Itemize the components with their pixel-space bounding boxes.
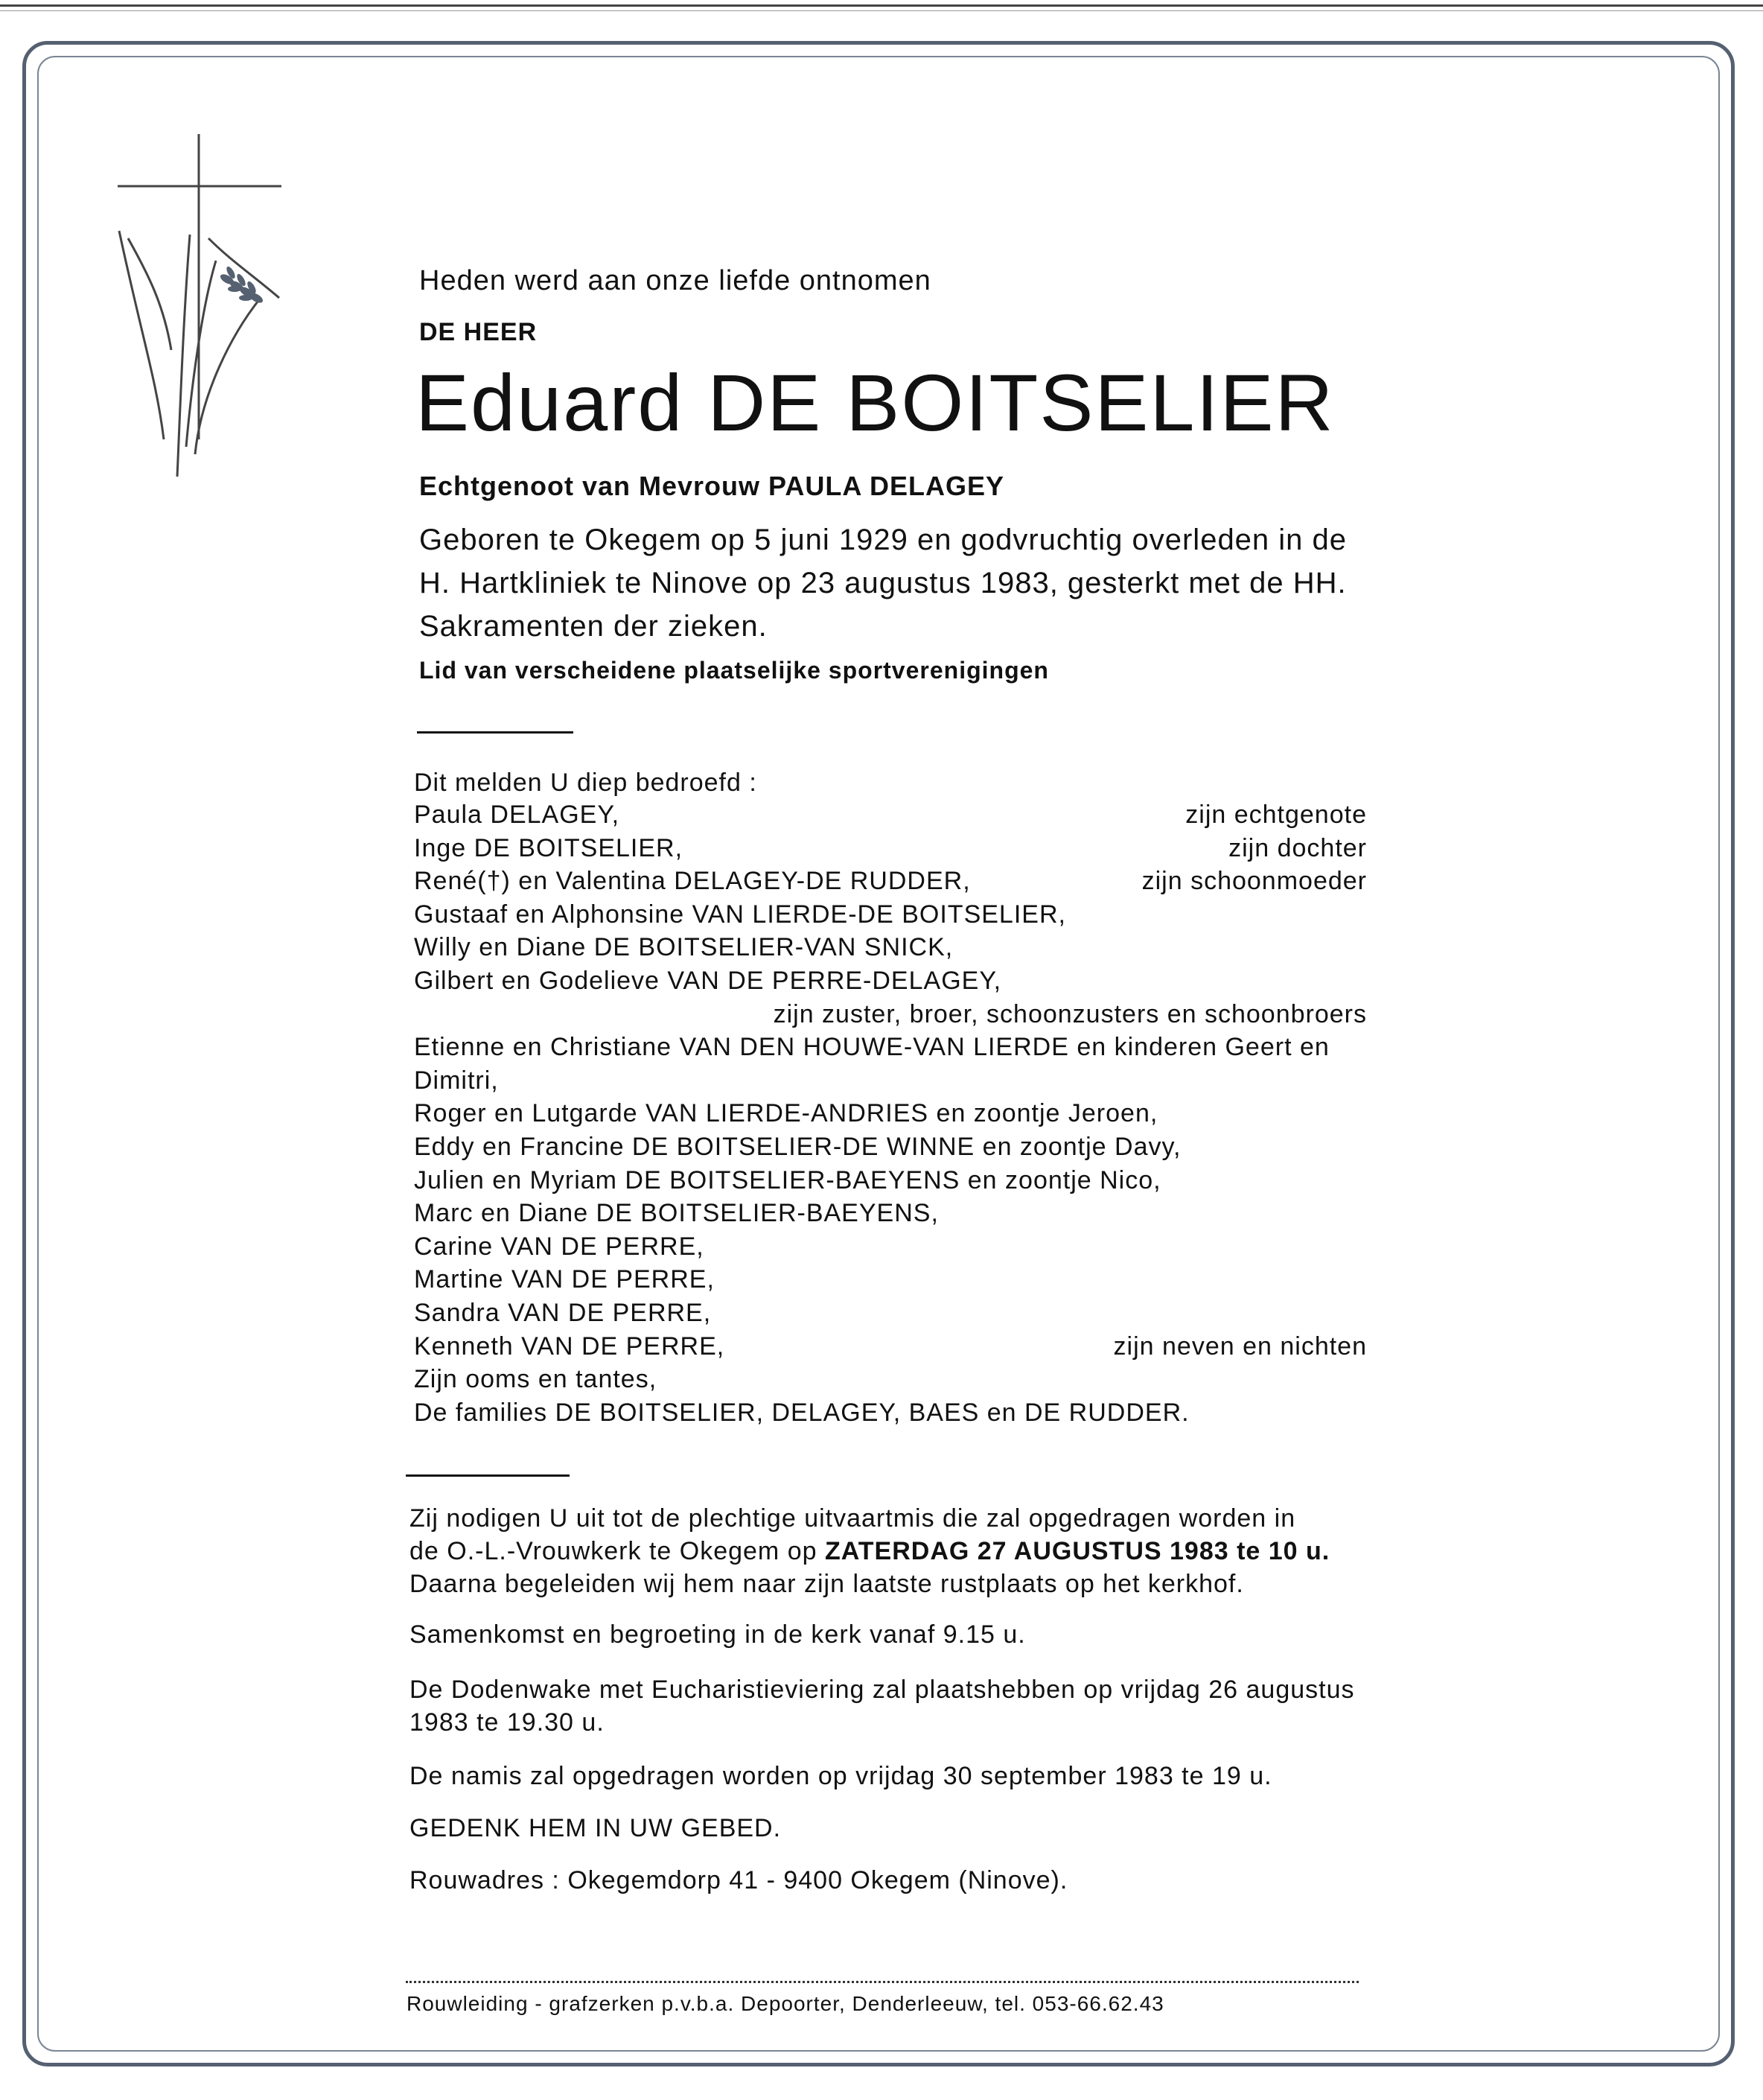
mass-line-2-text: de O.-L.-Vrouwkerk te Okegem op	[409, 1537, 825, 1565]
birth-line-3: Sakramenten der zieken.	[419, 610, 768, 643]
footer-dotted-rule	[406, 1981, 1359, 1983]
aftermass-line: De namis zal opgedragen worden op vrijdag 30 september 1983 te 19 u.	[409, 1762, 1272, 1790]
wake-line-2: 1983 te 19.30 u.	[409, 1708, 605, 1737]
wake-line-1: De Dodenwake met Eucharistieviering zal plaatshebben op vrijdag 26 augustus	[409, 1676, 1355, 1704]
family-member-line: Roger en Lutgarde VAN LIERDE-ANDRIES en zoontje Jeroen,	[414, 1099, 1158, 1127]
family-member-line: Julien en Myriam DE BOITSELIER-BAEYENS en zoontje Nico,	[414, 1166, 1161, 1194]
family-relation-label: zijn schoonmoeder	[1141, 867, 1367, 895]
family-relation-label: zijn zuster, broer, schoonzusters en schoonbroers	[773, 1000, 1367, 1028]
family-member-line: Zijn ooms en tantes,	[414, 1365, 657, 1393]
gathering-line: Samenkomst en begroeting in de kerk vanaf 9.15 u.	[409, 1620, 1026, 1649]
spouse-line: Echtgenoot van Mevrouw PAULA DELAGEY	[419, 471, 1005, 501]
family-relation-label: zijn neven en nichten	[1113, 1332, 1367, 1361]
mass-line-3: Daarna begeleiden wij hem naar zijn laatste rustplaats op het kerkhof.	[409, 1570, 1244, 1598]
remember-line: GEDENK HEM IN UW GEBED.	[409, 1814, 782, 1842]
family-relation-label: zijn dochter	[1228, 834, 1367, 862]
family-member-line: Sandra VAN DE PERRE,	[414, 1299, 712, 1327]
family-relation-label: zijn echtgenote	[1185, 801, 1367, 829]
cross-wheat-icon	[112, 127, 290, 484]
section-divider	[417, 731, 573, 734]
intro-line: Heden werd aan onze liefde ontnomen	[419, 265, 931, 296]
family-member-line: Carine VAN DE PERRE,	[414, 1232, 704, 1261]
honorific-title: DE HEER	[419, 318, 538, 346]
family-member-line: Eddy en Francine DE BOITSELIER-DE WINNE en zoontje Davy,	[414, 1133, 1182, 1161]
family-member-line: Marc en Diane DE BOITSELIER-BAEYENS,	[414, 1199, 939, 1227]
family-member-line: Dimitri,	[414, 1066, 499, 1095]
family-member-line: René(†) en Valentina DELAGEY-DE RUDDER,	[414, 867, 971, 895]
family-intro: Dit melden U diep bedroefd :	[414, 769, 757, 797]
family-member-line: Paula DELAGEY,	[414, 801, 620, 829]
family-member-line: Gilbert en Godelieve VAN DE PERRE-DELAGEY,	[414, 967, 1002, 995]
deceased-name: Eduard DE BOITSELIER	[415, 357, 1335, 448]
family-member-line: Gustaaf en Alphonsine VAN LIERDE-DE BOITSELIER,	[414, 900, 1066, 929]
mass-line-2	[409, 1537, 1330, 1566]
section-divider-2	[406, 1474, 570, 1477]
address-line: Rouwadres : Okegemdorp 41 - 9400 Okegem (Ninove).	[409, 1866, 1068, 1894]
family-member-line: Willy en Diane DE BOITSELIER-VAN SNICK,	[414, 933, 954, 961]
family-member-line: Martine VAN DE PERRE,	[414, 1265, 715, 1294]
birth-line-2: H. Hartkliniek te Ninove op 23 augustus 1983, gesterkt met de HH.	[419, 567, 1347, 599]
undertaker-footer: Rouwleiding - grafzerken p.v.b.a. Depoorter, Denderleeuw, tel. 053-66.62.43	[407, 1992, 1164, 2015]
family-member-line: De families DE BOITSELIER, DELAGEY, BAES en DE RUDDER.	[414, 1399, 1190, 1427]
birth-line-1: Geboren te Okegem op 5 juni 1929 en godvruchtig overleden in de	[419, 524, 1348, 556]
family-member-line: Etienne en Christiane VAN DEN HOUWE-VAN LIERDE en kinderen Geert en	[414, 1033, 1330, 1061]
family-member-line: Kenneth VAN DE PERRE,	[414, 1332, 725, 1361]
membership-line: Lid van verscheidene plaatselijke sportverenigingen	[419, 657, 1049, 684]
top-edge-line-thin	[0, 10, 1763, 11]
family-member-line: Inge DE BOITSELIER,	[414, 834, 683, 862]
mass-line-1: Zij nodigen U uit tot de plechtige uitvaartmis die zal opgedragen worden in	[409, 1504, 1296, 1533]
mass-date: ZATERDAG 27 AUGUSTUS 1983 te 10 u.	[824, 1537, 1330, 1565]
top-edge-line	[0, 4, 1763, 7]
